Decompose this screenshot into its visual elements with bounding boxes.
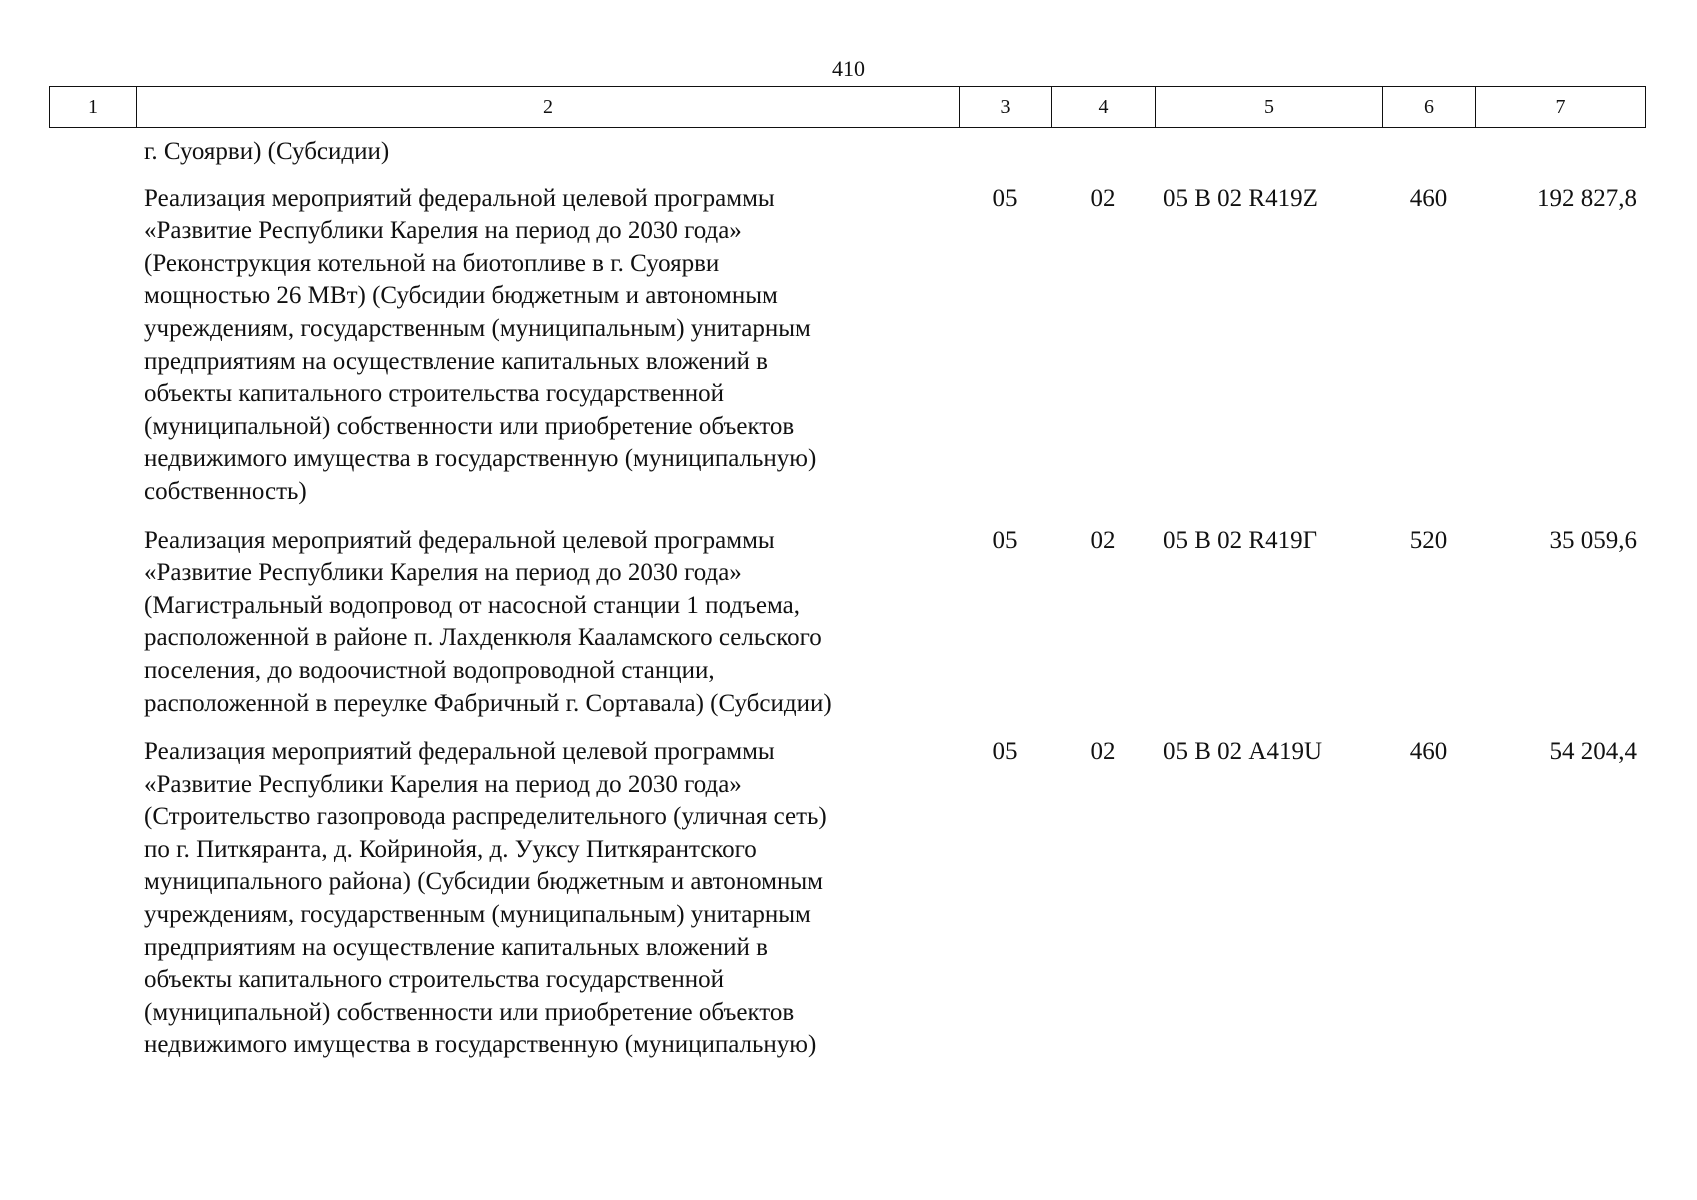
row-description: г. Суоярви) (Субсидии) bbox=[144, 138, 390, 165]
row-expense-type: 460 bbox=[1409, 738, 1448, 766]
row-section: 05 bbox=[992, 526, 1018, 554]
table-row bbox=[49, 183, 1645, 525]
row-amount: 192 827,8 bbox=[1537, 184, 1637, 212]
row-subsection: 02 bbox=[1090, 738, 1116, 766]
row-section: 05 bbox=[992, 184, 1018, 212]
column-header-table bbox=[49, 86, 1646, 128]
row-description: Реализация мероприятий федеральной целевой программы «Развитие Республики Карелия на период до 2030 года» (Магистральный водопровод от насосной станции 1 подъема, расположенной в районе п. Лахденкюля Кааламского сельского поселения, до водоочистной водопроводной станции, расположенной в переулке Фабричный г. Сортавала) (Субсидии) bbox=[144, 526, 832, 717]
row-target-article: 05 В 02 A419U bbox=[1163, 738, 1323, 766]
table-row bbox=[49, 525, 1645, 737]
row-amount: 54 204,4 bbox=[1549, 738, 1637, 766]
row-target-article: 05 В 02 R419Г bbox=[1163, 526, 1318, 554]
row-target-article: 05 В 02 R419Z bbox=[1163, 184, 1318, 212]
row-expense-type bbox=[1382, 136, 1475, 183]
row-amount bbox=[1475, 136, 1645, 183]
row-target-article bbox=[1155, 136, 1382, 183]
row-section bbox=[959, 136, 1051, 183]
column-number-4: 4 bbox=[1052, 87, 1156, 128]
table-row bbox=[49, 136, 1645, 183]
row-amount: 35 059,6 bbox=[1549, 526, 1637, 554]
budget-table-body bbox=[49, 136, 1645, 1062]
row-description: Реализация мероприятий федеральной целевой программы «Развитие Республики Карелия на период до 2030 года» (Строительство газопровода распределительного (уличная сеть) по г. Питкяранта, д. Койринойя, д. Ууксу Питкярантского муниципального района) (Субсидии бюджетным и автономным учреждениям, государственным (муниципальным) унитарным предприятиям на осуществление капитальных вложений в объекты капитального строительства государственной (муниципальной) собственности или приобретение объектов недвижимого имущества в государственную (муниципальную) bbox=[144, 738, 827, 1059]
page-number: 410 bbox=[832, 56, 865, 81]
column-number-5: 5 bbox=[1156, 87, 1383, 128]
column-number-3: 3 bbox=[960, 87, 1052, 128]
row-expense-type: 460 bbox=[1409, 184, 1448, 212]
row-section: 05 bbox=[992, 738, 1018, 766]
table-row bbox=[49, 736, 1645, 1062]
column-number-2: 2 bbox=[137, 87, 960, 128]
row-subsection: 02 bbox=[1090, 526, 1116, 554]
column-number-row bbox=[50, 87, 1646, 128]
column-number-1: 1 bbox=[50, 87, 137, 128]
row-subsection bbox=[1051, 136, 1155, 183]
row-description: Реализация мероприятий федеральной целевой программы «Развитие Республики Карелия на период до 2030 года» (Реконструкция котельной на биотопливе в г. Суоярви мощностью 26 МВт) (Субсидии бюджетным и автономным учреждениям, государственным (муниципальным) унитарным предприятиям на осуществление капитальных вложений в объекты капитального строительства государственной (муниципальной) собственности или приобретение объектов недвижимого имущества в государственную (муниципальную) собственность) bbox=[144, 184, 817, 505]
column-number-7: 7 bbox=[1476, 87, 1646, 128]
row-subsection: 02 bbox=[1090, 184, 1116, 212]
column-number-6: 6 bbox=[1383, 87, 1476, 128]
row-expense-type: 520 bbox=[1409, 526, 1448, 554]
